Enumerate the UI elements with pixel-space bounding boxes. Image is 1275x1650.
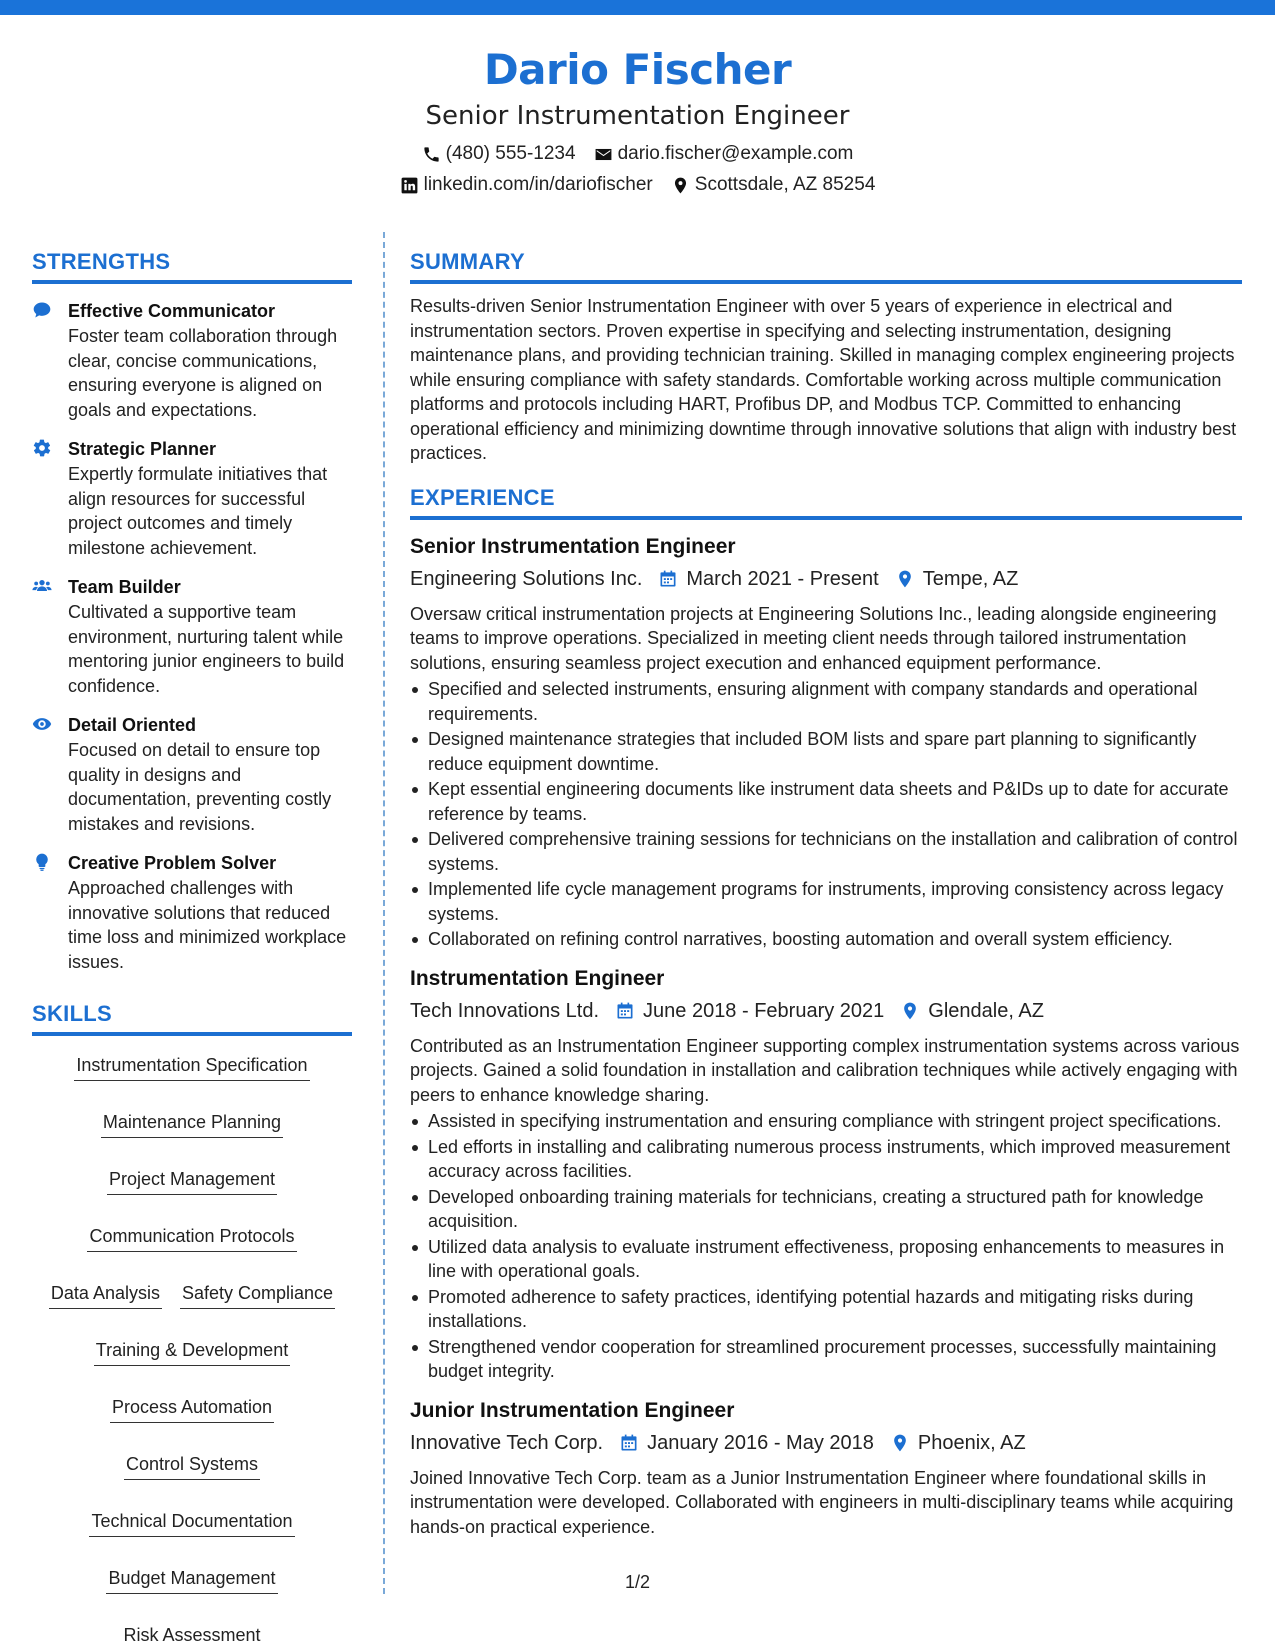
left-column bbox=[32, 248, 352, 1650]
strength-desc: Approached challenges with innovative solutions that reduced time loss and minimized workplace issues. bbox=[68, 878, 347, 972]
right-column bbox=[410, 248, 1242, 1539]
linkedin-icon bbox=[400, 176, 419, 195]
bullet-item: Delivered comprehensive training sessions for technicians on the installation and calibration of control systems. bbox=[410, 827, 1242, 876]
bullet-item: Collaborated on refining control narratives, boosting automation and overall system efficiency. bbox=[410, 927, 1242, 952]
calendar-icon bbox=[619, 1433, 639, 1453]
bullet-item: Kept essential engineering documents like instrument data sheets and P&IDs up to date for accurate reference by teams. bbox=[410, 777, 1242, 826]
calendar-icon bbox=[658, 569, 678, 589]
users-icon bbox=[32, 576, 52, 596]
email-contact[interactable] bbox=[594, 140, 854, 168]
strength-title: Effective Communicator bbox=[68, 301, 276, 321]
bullet-item: Assisted in specifying instrumentation and ensuring compliance with stringent project specifications. bbox=[410, 1109, 1242, 1134]
job-entry bbox=[410, 1396, 1242, 1540]
column-divider bbox=[383, 232, 385, 1594]
gear-icon bbox=[32, 438, 52, 458]
location-contact bbox=[671, 171, 876, 199]
skill-tag: Technical Documentation bbox=[89, 1508, 294, 1537]
strength-item bbox=[32, 298, 352, 422]
skill-tag: Communication Protocols bbox=[87, 1223, 296, 1252]
job-meta bbox=[410, 564, 1242, 594]
strength-item bbox=[32, 574, 352, 698]
strength-desc: Cultivated a supportive team environment, nurturing talent while mentoring junior engineers to build confidence. bbox=[68, 602, 345, 696]
skills-heading: SKILLS bbox=[32, 1000, 352, 1036]
job-location: Tempe, AZ bbox=[922, 567, 1019, 590]
envelope-icon bbox=[594, 145, 613, 164]
bullet-item: Developed onboarding training materials for technicians, creating a structured path for knowledge acquisition. bbox=[410, 1185, 1242, 1234]
job-dates: January 2016 - May 2018 bbox=[647, 1431, 874, 1454]
contact-row-1 bbox=[0, 140, 1275, 168]
bullet-item: Designed maintenance strategies that included BOM lists and spare part planning to significantly reduce equipment downtime. bbox=[410, 727, 1242, 776]
skill-tag: Risk Assessment bbox=[121, 1622, 262, 1650]
linkedin-contact[interactable] bbox=[400, 171, 653, 199]
job-meta bbox=[410, 996, 1242, 1026]
skill-tag: Safety Compliance bbox=[180, 1280, 335, 1309]
candidate-name: Dario Fischer bbox=[483, 45, 792, 94]
map-pin-icon bbox=[900, 1001, 920, 1021]
candidate-role: Senior Instrumentation Engineer bbox=[425, 101, 850, 131]
email-text: dario.fischer@example.com bbox=[617, 143, 854, 164]
strength-title: Creative Problem Solver bbox=[68, 853, 277, 873]
bullet-item: Implemented life cycle management programs for instruments, improving consistency across legacy systems. bbox=[410, 877, 1242, 926]
resume-header bbox=[0, 44, 1275, 199]
job-title: Junior Instrumentation Engineer bbox=[410, 1398, 735, 1422]
job-title: Senior Instrumentation Engineer bbox=[410, 534, 736, 558]
job-description: Contributed as an Instrumentation Engineer supporting complex instrumentation systems across various projects. Gained a solid foundation in installation and calibration techniques while actively engaging with peers to enhance knowledge sharing. bbox=[410, 1035, 1240, 1105]
job-location: Glendale, AZ bbox=[928, 999, 1044, 1022]
job-entry bbox=[410, 964, 1242, 1384]
bullet-item: Led efforts in installing and calibrating numerous process instruments, which improved measurement accuracy across facilities. bbox=[410, 1135, 1242, 1184]
bullet-item: Promoted adherence to safety practices, identifying potential hazards and mitigating risks during installations. bbox=[410, 1285, 1242, 1334]
strength-desc: Foster team collaboration through clear, concise communications, ensuring everyone is aligned on goals and expectations. bbox=[68, 326, 338, 420]
job-bullets bbox=[410, 677, 1242, 952]
skills-list bbox=[32, 1052, 352, 1650]
speech-bubble-icon bbox=[32, 300, 52, 320]
job-dates: March 2021 - Present bbox=[686, 567, 879, 590]
summary-text: Results-driven Senior Instrumentation Engineer with over 5 years of experience in electrical and instrumentation sectors. Proven expertise in specifying and selecting instrumentation, designing maintenance plans, and providing technician training. Skilled in managing complex engineering projects while ensuring compliance with safety standards. Comfortable working across multiple communication platforms and protocols including HART, Profibus DP, and Modbus TCP. Committed to enhancing operational efficiency and minimizing downtime through innovative solutions that align with industry best practices. bbox=[410, 296, 1237, 463]
bullet-item: Strengthened vendor cooperation for streamlined procurement processes, successfully maintaining budget integrity. bbox=[410, 1335, 1242, 1384]
job-meta bbox=[410, 1428, 1242, 1458]
strengths-heading: STRENGTHS bbox=[32, 248, 352, 284]
job-company: Engineering Solutions Inc. bbox=[410, 567, 643, 590]
lightbulb-icon bbox=[32, 852, 52, 872]
map-pin-icon bbox=[895, 569, 915, 589]
skill-tag: Control Systems bbox=[124, 1451, 260, 1480]
skill-tag: Instrumentation Specification bbox=[74, 1052, 309, 1081]
bullet-item: Specified and selected instruments, ensuring alignment with company standards and operational requirements. bbox=[410, 677, 1242, 726]
job-company: Tech Innovations Ltd. bbox=[410, 999, 600, 1022]
summary-heading: SUMMARY bbox=[410, 248, 1242, 284]
contact-row-2 bbox=[0, 171, 1275, 199]
page-number: 1/2 bbox=[624, 1572, 651, 1592]
strength-desc: Focused on detail to ensure top quality in designs and documentation, preventing costly mistakes and revisions. bbox=[68, 740, 332, 834]
skill-tag: Project Management bbox=[107, 1166, 277, 1195]
skill-tag: Training & Development bbox=[94, 1337, 290, 1366]
skill-tag: Process Automation bbox=[110, 1394, 274, 1423]
job-description: Joined Innovative Tech Corp. team as a Junior Instrumentation Engineer where foundational skills in instrumentation were developed. Collaborated with engineers in multi-disciplinary teams while acquiring hands-on practical experience. bbox=[410, 1467, 1234, 1537]
location-text: Scottsdale, AZ 85254 bbox=[694, 174, 876, 195]
skill-tag: Maintenance Planning bbox=[101, 1109, 283, 1138]
map-pin-icon bbox=[890, 1433, 910, 1453]
job-description: Oversaw critical instrumentation projects at Engineering Solutions Inc., leading alongside engineering teams to improve operations. Specialized in meeting client needs through tailored instrumentation solutions, ensuring seamless project execution and enhanced equipment performance. bbox=[410, 603, 1217, 673]
job-title: Instrumentation Engineer bbox=[410, 966, 665, 990]
job-bullets bbox=[410, 1109, 1242, 1384]
phone-contact bbox=[422, 140, 576, 168]
top-accent-bar bbox=[0, 0, 1275, 15]
experience-heading: EXPERIENCE bbox=[410, 484, 1242, 520]
strength-item bbox=[32, 712, 352, 836]
eye-icon bbox=[32, 714, 52, 734]
job-dates: June 2018 - February 2021 bbox=[643, 999, 885, 1022]
strength-title: Strategic Planner bbox=[68, 439, 217, 459]
skill-tag: Budget Management bbox=[106, 1565, 277, 1594]
strength-title: Detail Oriented bbox=[68, 715, 197, 735]
strength-item bbox=[32, 850, 352, 974]
strength-desc: Expertly formulate initiatives that align resources for successful project outcomes and timely milestone achievement. bbox=[68, 464, 328, 558]
linkedin-text: linkedin.com/in/dariofischer bbox=[423, 174, 653, 195]
job-entry bbox=[410, 532, 1242, 952]
strength-title: Team Builder bbox=[68, 577, 181, 597]
skill-tag: Data Analysis bbox=[49, 1280, 162, 1309]
map-pin-icon bbox=[671, 176, 690, 195]
phone-text: (480) 555-1234 bbox=[445, 143, 576, 164]
bullet-item: Utilized data analysis to evaluate instrument effectiveness, proposing enhancements to measures in line with operational goals. bbox=[410, 1235, 1242, 1284]
strength-item bbox=[32, 436, 352, 560]
job-company: Innovative Tech Corp. bbox=[410, 1431, 604, 1454]
phone-icon bbox=[422, 145, 441, 164]
calendar-icon bbox=[615, 1001, 635, 1021]
job-location: Phoenix, AZ bbox=[917, 1431, 1026, 1454]
